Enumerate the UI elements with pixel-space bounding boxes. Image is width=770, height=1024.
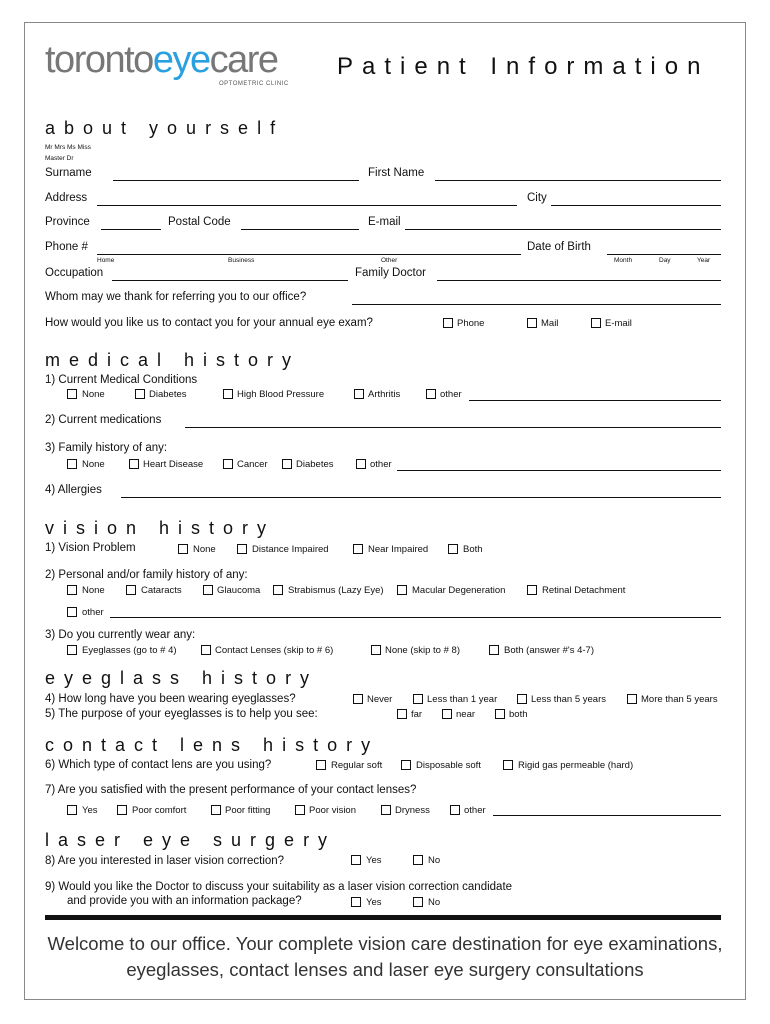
laser-q9-line2: and provide you with an information package? [67, 895, 302, 907]
wear-eyeglasses-checkbox[interactable] [67, 645, 77, 655]
sat-comfort-label: Poor comfort [132, 805, 187, 816]
laser-no-label: No [428, 855, 441, 866]
vp-near-checkbox[interactable] [353, 544, 363, 554]
contact-mail-checkbox[interactable] [527, 318, 537, 328]
cl-rigid-label: Rigid gas permeable (hard) [518, 760, 634, 771]
med-arthritis-checkbox[interactable] [354, 389, 364, 399]
fam-cancer-label: Cancer [237, 459, 268, 470]
sat-dryness-checkbox[interactable] [381, 805, 391, 815]
consult-no-label: No [428, 897, 441, 908]
logo-text-toronto: toronto [45, 39, 153, 81]
eg-lt5-checkbox[interactable] [517, 694, 527, 704]
section-heading-contact: contact lens history [45, 735, 380, 755]
contact-mail-label: Mail [541, 318, 559, 329]
wear-none-label: None (skip to # 8) [385, 645, 460, 656]
med-none-label: None [82, 389, 105, 400]
city-label: City [527, 192, 547, 204]
surname-label: Surname [45, 167, 92, 179]
wear-both-label: Both (answer #'s 4-7) [504, 645, 594, 656]
sat-vision-label: Poor vision [309, 805, 356, 816]
surname-field[interactable] [113, 180, 359, 181]
med-hbp-checkbox[interactable] [223, 389, 233, 399]
fam-none-checkbox[interactable] [67, 459, 77, 469]
fam-diabetes-checkbox[interactable] [282, 459, 292, 469]
fam-other-checkbox[interactable] [356, 459, 366, 469]
form-page [24, 22, 746, 1000]
vision-q2-label: 2) Personal and/or family history of any: [45, 569, 248, 581]
family-doctor-label: Family Doctor [355, 267, 426, 279]
fam-heart-checkbox[interactable] [129, 459, 139, 469]
referral-label: Whom may we thank for referring you to our office? [45, 291, 307, 303]
eg-mt5-label: More than 5 years [641, 694, 718, 705]
phone-home-caption: Home [97, 257, 115, 264]
family-doctor-field[interactable] [437, 280, 721, 281]
eg-far-label: far [411, 709, 423, 720]
page-title: Patient Information [337, 53, 710, 80]
vh-strabismus-checkbox[interactable] [273, 585, 283, 595]
contact-email-checkbox[interactable] [591, 318, 601, 328]
allergies-field[interactable] [121, 497, 721, 498]
sat-fitting-checkbox[interactable] [211, 805, 221, 815]
vp-distance-label: Distance Impaired [252, 544, 329, 555]
first-name-field[interactable] [435, 180, 721, 181]
fam-diabetes-label: Diabetes [296, 459, 334, 470]
fam-heart-label: Heart Disease [143, 459, 204, 470]
occupation-field[interactable] [112, 280, 348, 281]
med-hbp-label: High Blood Pressure [237, 389, 325, 400]
cl-regular-checkbox[interactable] [316, 760, 326, 770]
vp-near-label: Near Impaired [368, 544, 429, 555]
med-arthritis-label: Arthritis [368, 389, 401, 400]
consult-yes-checkbox[interactable] [351, 897, 361, 907]
address-field[interactable] [97, 205, 517, 206]
vp-both-checkbox[interactable] [448, 544, 458, 554]
cl-regular-label: Regular soft [331, 760, 383, 771]
province-label: Province [45, 216, 90, 228]
vp-none-label: None [193, 544, 216, 555]
contact-email-label: E-mail [605, 318, 632, 329]
city-field[interactable] [551, 205, 721, 206]
wear-eyeglasses-label: Eyeglasses (go to # 4) [82, 645, 177, 656]
wear-none-checkbox[interactable] [371, 645, 381, 655]
consult-yes-label: Yes [366, 897, 382, 908]
eyeglass-q4-label: 4) How long have you been wearing eyeglasses? [45, 693, 296, 705]
section-heading-eyeglass: eyeglass history [45, 668, 319, 688]
eg-never-checkbox[interactable] [353, 694, 363, 704]
eg-never-label: Never [367, 694, 393, 705]
laser-q9-line1: 9) Would you like the Doctor to discuss your suitability as a laser vision correction candidate [45, 881, 513, 893]
eg-lt1-label: Less than 1 year [427, 694, 498, 705]
title-options-line2: Master Dr [45, 155, 74, 162]
vh-none-label: None [82, 585, 105, 596]
eg-mt5-checkbox[interactable] [627, 694, 637, 704]
sat-other-label: other [464, 805, 486, 816]
logo-text-care: care [209, 39, 278, 81]
vh-retinal-checkbox[interactable] [527, 585, 537, 595]
first-name-label: First Name [368, 167, 425, 179]
med-other-checkbox[interactable] [426, 389, 436, 399]
phone-field[interactable] [97, 254, 521, 255]
title-options-line1: Mr Mrs Ms Miss [45, 144, 91, 151]
wear-contacts-checkbox[interactable] [201, 645, 211, 655]
sat-vision-checkbox[interactable] [295, 805, 305, 815]
fam-other-label: other [370, 459, 392, 470]
medical-q2-label: 2) Current medications [45, 414, 162, 426]
vp-distance-checkbox[interactable] [237, 544, 247, 554]
eg-both-label: both [509, 709, 528, 720]
footer-welcome-text: Welcome to our office. Your complete vision care destination for eye examinations, eyeglasses, contact lenses and laser eye surgery consultations [47, 933, 723, 980]
wear-contacts-label: Contact Lenses (skip to # 6) [215, 645, 334, 656]
med-diabetes-checkbox[interactable] [135, 389, 145, 399]
wear-both-checkbox[interactable] [489, 645, 499, 655]
email-label: E-mail [368, 216, 401, 228]
logo-text-eye: eye [152, 39, 210, 81]
clinic-logo [45, 41, 278, 79]
vh-retinal-label: Retinal Detachment [542, 585, 626, 596]
eyeglass-q5-label: 5) The purpose of your eyeglasses is to help you see: [45, 708, 318, 720]
sat-dryness-label: Dryness [395, 805, 430, 816]
vh-strabismus-label: Strabismus (Lazy Eye) [288, 585, 384, 596]
eg-lt5-label: Less than 5 years [531, 694, 606, 705]
laser-yes-checkbox[interactable] [351, 855, 361, 865]
dob-label: Date of Birth [527, 241, 591, 253]
phone-label: Phone # [45, 241, 88, 253]
medications-field[interactable] [185, 427, 721, 428]
section-heading-vision: vision history [45, 518, 276, 538]
contact-method-label: How would you like us to contact you for your annual eye exam? [45, 317, 373, 329]
sat-comfort-checkbox[interactable] [117, 805, 127, 815]
med-none-checkbox[interactable] [67, 389, 77, 399]
cl-disposable-checkbox[interactable] [401, 760, 411, 770]
sat-fitting-label: Poor fitting [225, 805, 271, 816]
eg-both-checkbox[interactable] [495, 709, 505, 719]
sat-yes-checkbox[interactable] [67, 805, 77, 815]
vp-both-label: Both [463, 544, 483, 555]
laser-q8-label: 8) Are you interested in laser vision correction? [45, 855, 285, 867]
contact-q7-label: 7) Are you satisfied with the present performance of your contact lenses? [45, 784, 417, 796]
cl-rigid-checkbox[interactable] [503, 760, 513, 770]
eg-near-checkbox[interactable] [442, 709, 452, 719]
phone-other-caption: Other [381, 257, 398, 264]
vp-none-checkbox[interactable] [178, 544, 188, 554]
vision-q3-label: 3) Do you currently wear any: [45, 629, 196, 641]
referral-field[interactable] [352, 304, 721, 305]
vh-cataracts-checkbox[interactable] [126, 585, 136, 595]
med-diabetes-label: Diabetes [149, 389, 187, 400]
laser-yes-label: Yes [366, 855, 382, 866]
address-label: Address [45, 192, 88, 204]
section-heading-medical: medical history [45, 350, 301, 370]
postal-code-label: Postal Code [168, 216, 231, 228]
email-field[interactable] [405, 229, 721, 230]
province-field[interactable] [101, 229, 161, 230]
vh-cataracts-label: Cataracts [141, 585, 182, 596]
eg-far-checkbox[interactable] [397, 709, 407, 719]
phone-business-caption: Business [228, 257, 255, 264]
vh-glaucoma-label: Glaucoma [217, 585, 261, 596]
medical-q1-label: 1) Current Medical Conditions [45, 374, 198, 386]
vh-macular-checkbox[interactable] [397, 585, 407, 595]
vh-other-checkbox[interactable] [67, 607, 77, 617]
cl-disposable-label: Disposable soft [416, 760, 481, 771]
vh-glaucoma-checkbox[interactable] [203, 585, 213, 595]
postal-code-field[interactable] [241, 229, 359, 230]
med-other-label: other [440, 389, 462, 400]
medical-q4-label: 4) Allergies [45, 484, 102, 496]
contact-q6-label: 6) Which type of contact lens are you using? [45, 759, 272, 771]
vh-none-checkbox[interactable] [67, 585, 77, 595]
contact-phone-checkbox[interactable] [443, 318, 453, 328]
vh-other-label: other [82, 607, 104, 618]
dob-day-caption: Day [659, 257, 671, 264]
vh-macular-label: Macular Degeneration [412, 585, 506, 596]
vh-other-field[interactable] [110, 617, 721, 618]
med-other-field[interactable] [469, 400, 721, 401]
sat-other-field[interactable] [493, 815, 721, 816]
dob-field[interactable] [607, 254, 721, 255]
fam-none-label: None [82, 459, 105, 470]
medical-q3-label: 3) Family history of any: [45, 442, 168, 454]
dob-month-caption: Month [614, 257, 633, 264]
eg-lt1-checkbox[interactable] [413, 694, 423, 704]
dob-year-caption: Year [697, 257, 711, 264]
section-heading-about: about yourself [45, 118, 285, 138]
eg-near-label: near [456, 709, 476, 720]
occupation-label: Occupation [45, 267, 104, 279]
footer-divider [45, 915, 721, 920]
consult-no-checkbox[interactable] [413, 897, 423, 907]
fam-other-field[interactable] [397, 470, 721, 471]
vision-q1-label: 1) Vision Problem [45, 542, 136, 554]
contact-phone-label: Phone [457, 318, 485, 329]
sat-yes-label: Yes [82, 805, 98, 816]
fam-cancer-checkbox[interactable] [223, 459, 233, 469]
logo-subtitle: OPTOMETRIC CLINIC [219, 81, 289, 87]
sat-other-checkbox[interactable] [450, 805, 460, 815]
section-heading-laser: laser eye surgery [45, 830, 337, 850]
laser-no-checkbox[interactable] [413, 855, 423, 865]
